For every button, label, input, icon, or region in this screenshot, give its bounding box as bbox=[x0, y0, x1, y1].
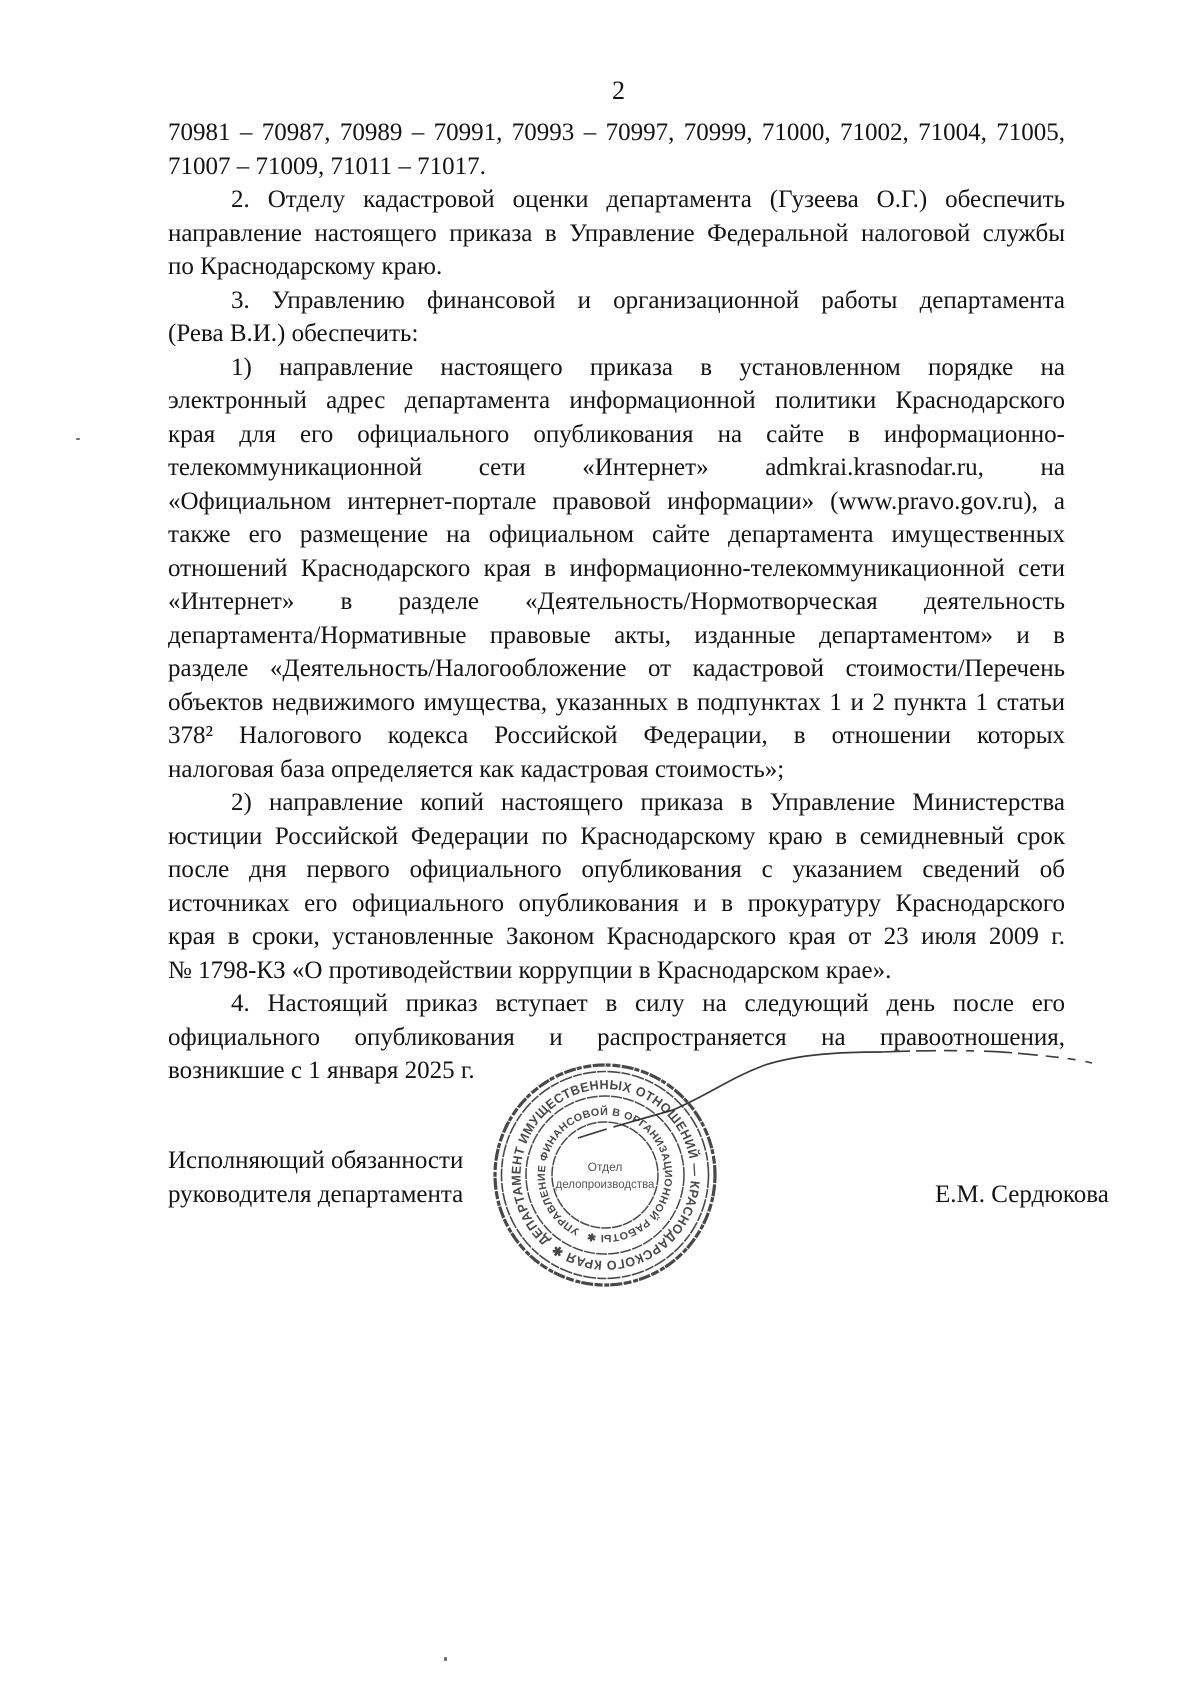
text-line: по Краснодарскому краю. bbox=[168, 253, 443, 280]
stamp-outer-border-inner bbox=[502, 1072, 709, 1279]
text-line: разделе «Деятельность/Налогообложение от кадастровой стоимости/Перечень bbox=[168, 655, 1065, 682]
text-line: объектов недвижимого имущества, указанных в подпунктах 1 и 2 пункта 1 статьи bbox=[168, 688, 1065, 716]
svg-text:УПРАВЛЕНИЕ ФИНАНСОВОЙ В ОРГАНИ bbox=[536, 1105, 674, 1244]
text-line: (Рева В.И.) обеспечить: bbox=[168, 320, 419, 347]
stamp-outer-border bbox=[495, 1065, 715, 1285]
stamp-middle-border bbox=[526, 1096, 684, 1254]
text-line: направление настоящего приказа в Управление Федеральной налоговой службы bbox=[168, 219, 1065, 247]
scan-artifact bbox=[444, 1657, 447, 1661]
text-line: официального опубликования и распространяется на правоотношения, bbox=[168, 1023, 1065, 1051]
text-line: 378² Налогового кодекса Российской Федерации, в отношении которых bbox=[168, 722, 1065, 749]
text-line: департамента/Нормативные правовые акты, изданные департаментом» и в bbox=[168, 621, 1065, 649]
signature-role-line2: руководителя департамента bbox=[168, 1181, 464, 1208]
text-line: источниках его официального опубликования и в прокуратуру Краснодарского bbox=[168, 889, 1065, 917]
text-line: «Официальном интернет-портале правовой информации» (www.pravo.gov.ru), а bbox=[168, 487, 1065, 515]
text-line: налоговая база определяется как кадастровая стоимость»; bbox=[168, 755, 785, 783]
signature-role-line1: Исполняющий обязанности bbox=[168, 1147, 464, 1174]
text-line: возникшие с 1 января 2025 г. bbox=[168, 1057, 475, 1084]
document-body bbox=[168, 116, 1065, 1088]
text-line: 71007 – 71009, 71011 – 71017. bbox=[168, 152, 486, 180]
stamp-center-line2: делопроизводства bbox=[555, 1179, 655, 1191]
stamp-inner-ring-text: УПРАВЛЕНИЕ ФИНАНСОВОЙ В ОРГАНИЗАЦИОННОЙ РАБОТЫ ✱ bbox=[535, 1105, 675, 1245]
text-line: 3. Управлению финансовой и организационной работы департамента bbox=[231, 286, 1065, 314]
text-line: края для его официального опубликования на сайте в информационно- bbox=[168, 420, 1065, 448]
page-number: 2 bbox=[612, 76, 625, 105]
stamp-center-border bbox=[552, 1122, 658, 1228]
text-line: края в сроки, установленные Законом Краснодарского края от 23 июля 2009 г. bbox=[168, 923, 1065, 950]
stamp-center-line1: Отдел bbox=[587, 1160, 623, 1174]
text-line: после дня первого официального опубликования с указанием сведений об bbox=[168, 856, 1065, 883]
text-line: 4. Настоящий приказ вступает в силу на следующий день после его bbox=[231, 990, 1065, 1017]
text-line: «Интернет» в разделе «Деятельность/Нормотворческая деятельность bbox=[168, 588, 1065, 615]
scan-artifact bbox=[76, 438, 80, 440]
official-stamp bbox=[490, 1060, 720, 1290]
signature-role bbox=[168, 1144, 463, 1212]
text-line: № 1798-КЗ «О противодействии коррупции в Краснодарском крае». bbox=[168, 956, 892, 984]
text-line: также его размещение на официальном сайте департамента имущественных bbox=[168, 521, 1065, 548]
text-line: отношений Краснодарского края в информационно-телекоммуникационной сети bbox=[168, 554, 1065, 582]
text-line: телекоммуникационной сети «Интернет» admkrai.krasnodar.ru, на bbox=[168, 454, 1065, 481]
text-line: 1) направление настоящего приказа в установленном порядке на bbox=[231, 353, 1065, 381]
text-line: 70981 – 70987, 70989 – 70991, 70993 – 70997, 70999, 71000, 71002, 71004, 71005, bbox=[168, 119, 1065, 146]
stamp-outer-ring-text: ДЕПАРТАМЕНТ ИМУЩЕСТВЕННЫХ ОТНОШЕНИЙ — КРАСНОДАРСКОГО КРАЯ ✱ bbox=[508, 1076, 704, 1274]
signature-name: Е.М. Сердюкова bbox=[935, 1181, 1109, 1208]
text-line: юстиции Российской Федерации по Краснодарскому краю в семидневный срок bbox=[168, 822, 1065, 850]
text-line: 2. Отделу кадастровой оценки департамента (Гузеева О.Г.) обеспечить bbox=[231, 186, 1065, 213]
text-line: электронный адрес департамента информационной политики Краснодарского bbox=[168, 387, 1065, 414]
text-line: 2) направление копий настоящего приказа в Управление Министерства bbox=[231, 789, 1065, 816]
